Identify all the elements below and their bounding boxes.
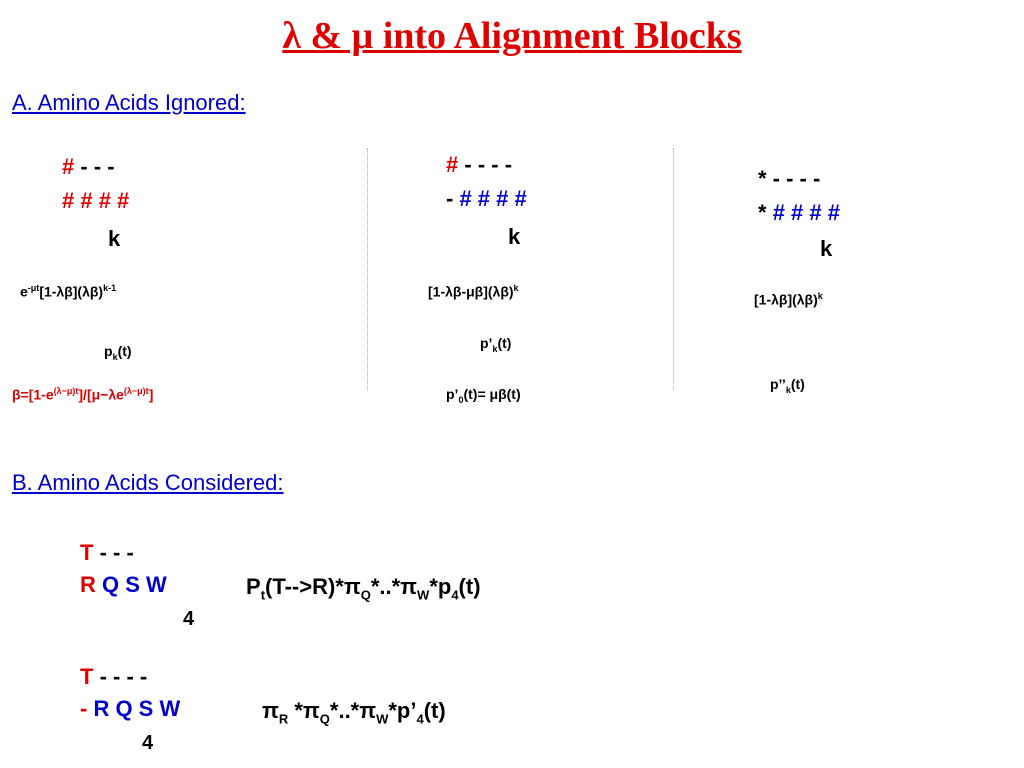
col1-formula-sup1: -μt — [27, 283, 40, 293]
b2-eq-c-sub: W — [376, 711, 389, 727]
col2-pk-sub: k — [492, 343, 498, 354]
col1-hash: # — [62, 154, 75, 179]
b1-eq-b-sub: Q — [360, 587, 371, 603]
b1-eq-c: *..*π — [370, 574, 418, 599]
b1-eq-d: *p — [429, 574, 452, 599]
col3-k-label: k — [820, 236, 833, 261]
b2-eq-b: *π — [288, 698, 320, 723]
b1-residues: Q S W — [102, 572, 167, 597]
beta-definition — [12, 386, 153, 403]
col3-alignment-line2 — [758, 198, 840, 228]
col2-p0-rest: (t)= μβ(t) — [463, 386, 521, 402]
col1-probability-formula — [20, 283, 116, 300]
b2-t: T — [80, 664, 94, 689]
beta-def-part2: ]/[μ−λe — [78, 386, 124, 403]
col2-pk-label — [480, 335, 511, 354]
col2-hashes: # # # # — [459, 186, 527, 211]
b2-eq-d: *p’ — [388, 698, 417, 723]
col2-alignment-line1 — [446, 150, 512, 180]
b1-r: R — [80, 572, 96, 597]
col1-gaps: - - - — [80, 154, 115, 179]
col2-p0-label — [446, 386, 521, 405]
b2-dash: - — [80, 696, 88, 721]
b2-gaps: - - - - — [99, 664, 148, 689]
col1-formula-part2: [1-λβ](λβ) — [39, 283, 104, 300]
col3-pk-label — [770, 376, 805, 395]
col2-pk-rest: (t) — [497, 335, 512, 351]
col2-formula-sup: k — [513, 283, 519, 293]
beta-def-part1: β=[1-e — [12, 386, 54, 403]
col3-hashes: # # # # — [772, 200, 840, 225]
col1-pk-sub: k — [112, 351, 118, 362]
col3-formula-sup: k — [817, 291, 823, 301]
col1-formula-part1: e — [20, 283, 28, 300]
b1-eq-e: (t) — [458, 574, 481, 599]
col2-k-label: k — [508, 224, 521, 249]
col2-alignment-line2 — [446, 184, 527, 214]
b1-alignment-line1 — [80, 538, 134, 568]
col3-alignment-line1: * - - - - — [758, 166, 821, 191]
b1-alignment-line2 — [80, 570, 167, 600]
col2-dash: - — [446, 186, 454, 211]
b1-gaps: - - - — [99, 540, 134, 565]
col2-gaps: - - - - — [464, 152, 513, 177]
b2-eq-c: *..*π — [329, 698, 377, 723]
b2-alignment-line1 — [80, 662, 147, 692]
b2-eq-e: (t) — [423, 698, 446, 723]
col2-p0-sub: 0 — [458, 394, 464, 405]
beta-def-sup2: (λ−μ)t — [123, 386, 149, 396]
b2-eq-b-sub: Q — [319, 711, 330, 727]
b2-residues: R Q S W — [93, 696, 181, 721]
col1-k-label: k — [108, 226, 121, 251]
col3-pk-base: p’’ — [770, 376, 786, 392]
b1-equation — [246, 574, 481, 602]
col1-pk-base: p — [104, 343, 113, 359]
column-divider-2 — [673, 148, 674, 390]
col2-pk-base: p’ — [480, 335, 493, 351]
col2-hash: # — [446, 152, 459, 177]
b2-equation — [262, 698, 446, 726]
b2-eq-d-sub: 4 — [416, 711, 424, 727]
beta-def-part3: ] — [148, 386, 154, 403]
b2-length-label: 4 — [142, 732, 154, 754]
col3-star: * — [758, 200, 767, 225]
col3-formula-main: [1-λβ](λβ) — [754, 291, 818, 308]
col3-pk-rest: (t) — [790, 376, 805, 392]
b1-eq-d-sub: 4 — [451, 587, 459, 603]
beta-def-sup1: (λ−μ)t — [53, 386, 79, 396]
col1-pk-rest: (t) — [117, 343, 132, 359]
b1-eq-c-sub: W — [417, 587, 430, 603]
b2-alignment-line2 — [80, 694, 180, 724]
col2-probability-formula — [428, 283, 519, 300]
section-b-heading: B. Amino Acids Considered: — [12, 470, 284, 495]
col3-pk-sub: k — [785, 384, 791, 395]
b1-length-label: 4 — [183, 608, 195, 630]
column-divider-1 — [367, 148, 368, 390]
slide-title: λ & μ into Alignment Blocks — [282, 15, 742, 57]
col3-probability-formula — [754, 291, 823, 308]
b1-t: T — [80, 540, 94, 565]
b1-eq-b: (T-->R)*π — [265, 574, 361, 599]
col1-alignment-line2: # # # # — [62, 188, 130, 213]
col1-alignment-line1 — [62, 152, 115, 182]
b2-eq-a: π — [262, 698, 279, 723]
col1-formula-sup2: k-1 — [103, 283, 117, 293]
b1-eq-a: P — [246, 574, 261, 599]
b2-eq-a-sub: R — [278, 711, 289, 727]
col2-p0-base: p’ — [446, 386, 459, 402]
col1-pk-label — [104, 343, 132, 362]
col2-formula-main: [1-λβ-μβ](λβ) — [428, 283, 514, 300]
section-a-heading: A. Amino Acids Ignored: — [12, 90, 246, 115]
b1-eq-a-sub: t — [260, 587, 266, 603]
